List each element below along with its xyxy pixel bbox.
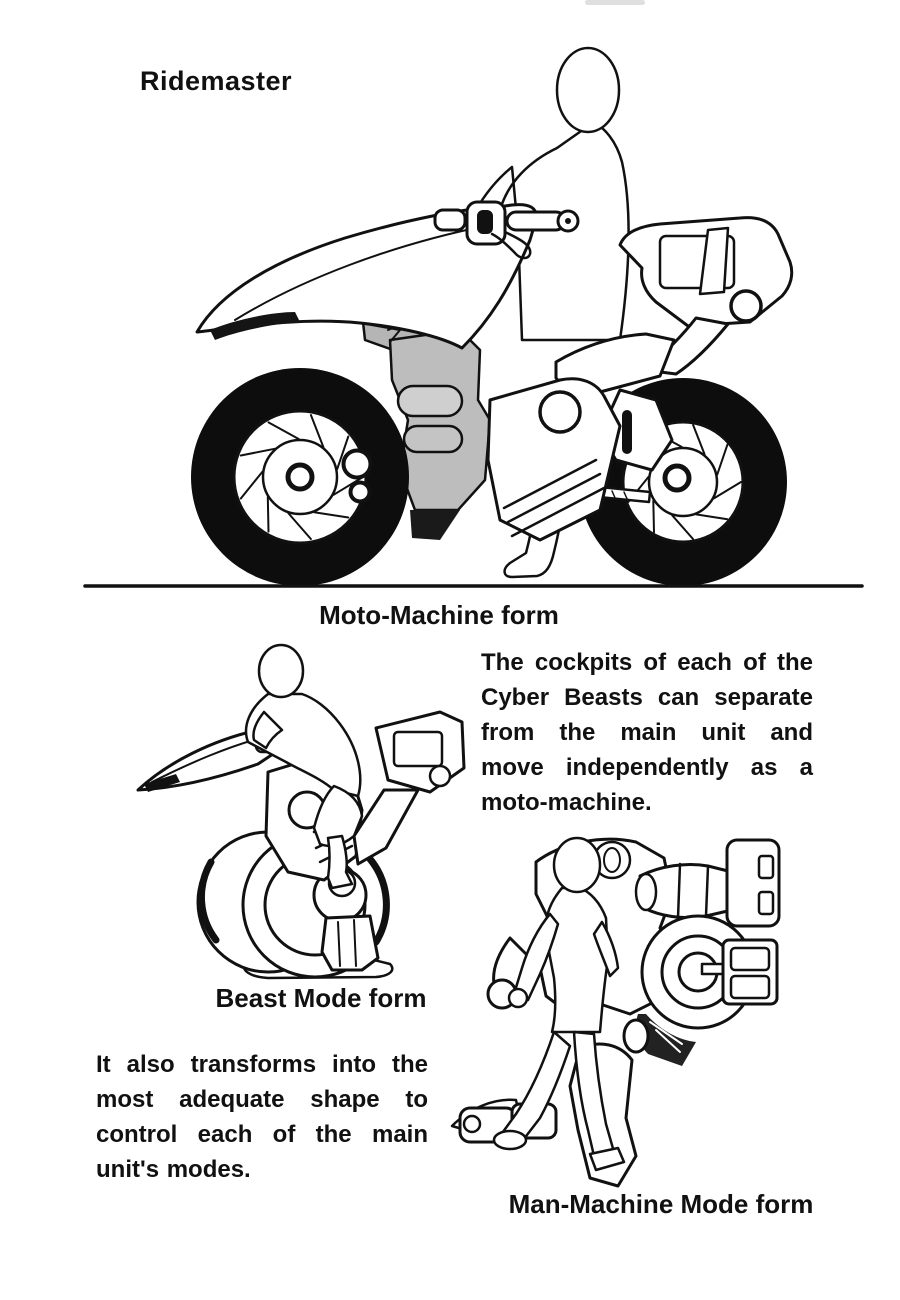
paragraph-cockpits: The cockpits of each of the Cyber Beasts can separate from the main unit and move independently as a moto-machine. xyxy=(481,649,813,816)
scan-smudge xyxy=(585,0,645,5)
caption-moto-machine: Moto-Machine form xyxy=(319,600,559,630)
man-machine-illustration xyxy=(450,818,870,1196)
moto-machine-illustration xyxy=(60,40,870,600)
caption-man-machine: Man-Machine Mode form xyxy=(508,1189,814,1219)
beast-mode-illustration xyxy=(118,640,470,985)
front-wheel xyxy=(191,368,409,586)
caption-beast-mode: Beast Mode form xyxy=(215,983,427,1013)
paragraph-transforms: It also transforms into the most adequate shape to control each of the main unit's modes. xyxy=(96,1051,428,1183)
page-title: Ridemaster xyxy=(140,66,293,96)
